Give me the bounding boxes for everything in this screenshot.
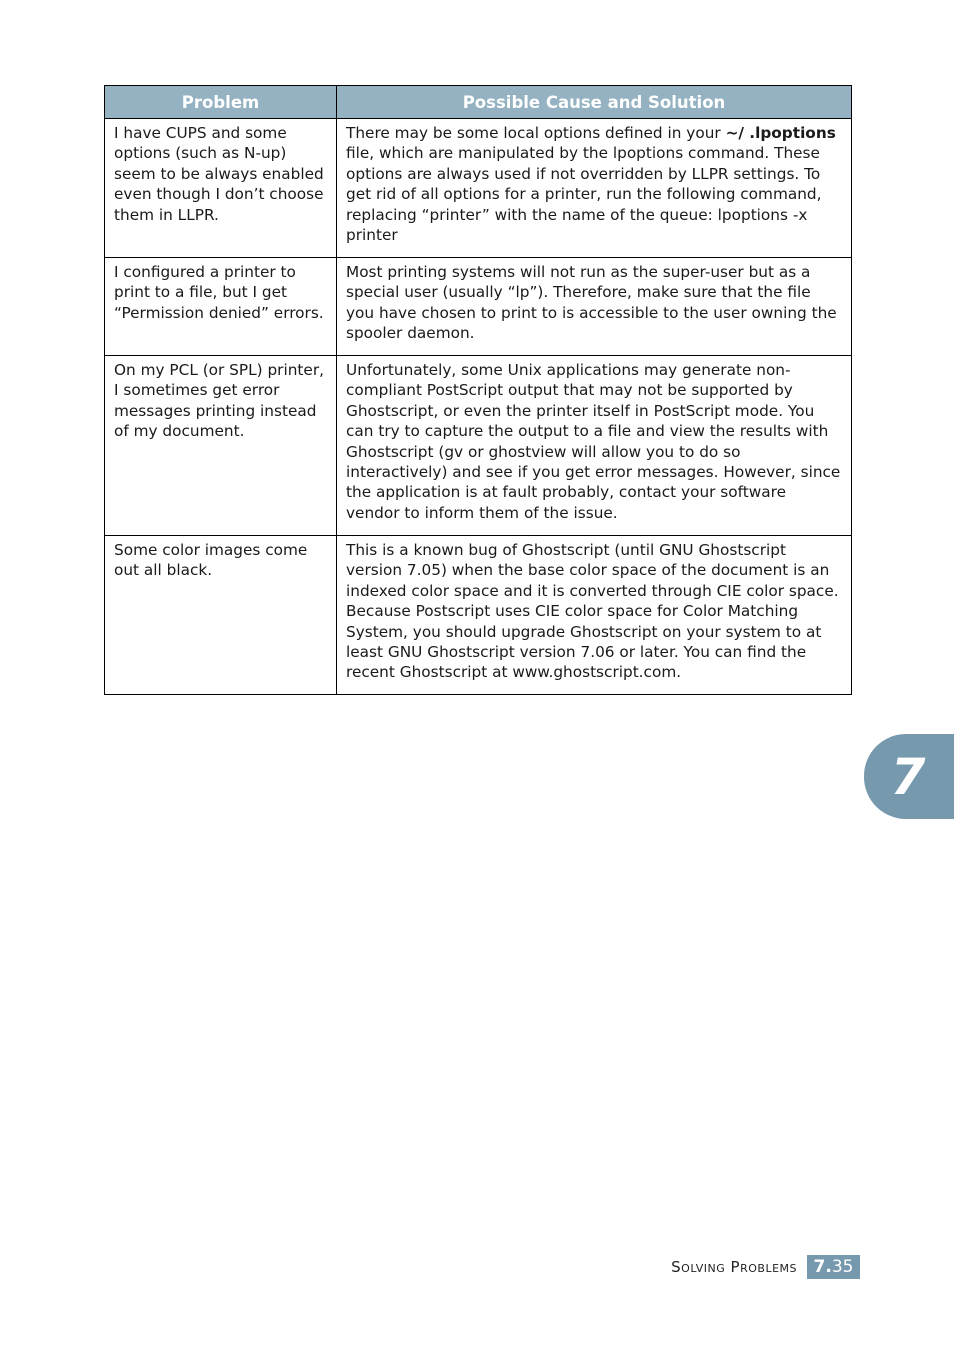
solution-cell: This is a known bug of Ghostscript (until GNU Ghostscript version 7.05) when the base color space of the document is an indexed color space and it is converted through CIE color space. Because Postscript uses CIE color space for Color Matching System, you should upgrade Ghostscript on your system to at least GNU Ghostscript version 7.06 or later. You can find the recent Ghostscript at www.ghostscript.com.: [337, 536, 852, 695]
troubleshooting-table: [104, 85, 852, 695]
problem-cell: On my PCL (or SPL) printer, I sometimes get error messages printing instead of my document.: [105, 356, 337, 536]
table-row: [105, 356, 852, 536]
footer-section-title: Solving Problems: [671, 1258, 797, 1276]
table-row: [105, 119, 852, 258]
header-solution: Possible Cause and Solution: [337, 86, 852, 119]
lpoptions-filename: ~/ .lpoptions: [725, 124, 836, 142]
table-row: [105, 258, 852, 356]
table-header-row: [105, 86, 852, 119]
solution-text: file, which are manipulated by the lpoptions command. These options are always used if not overridden by LLPR settings. To get rid of all options for a printer, run the following command, replacing “printer” with the name of the queue: lpoptions -x printer: [346, 144, 822, 245]
solution-text: There may be some local options defined in your: [346, 124, 726, 142]
solution-cell: Most printing systems will not run as the super-user but as a special user (usually “lp”). Therefore, make sure that the file you have chosen to print to is accessible to the user owning the spooler daemon.: [337, 258, 852, 356]
page-number: 35: [831, 1257, 854, 1277]
page-number-box: [807, 1255, 860, 1279]
page-chapter: 7.: [813, 1257, 832, 1277]
table-row: [105, 536, 852, 695]
solution-cell: [337, 119, 852, 258]
solution-cell: Unfortunately, some Unix applications may generate non-compliant PostScript output that may not be supported by Ghostscript, or even the printer itself in PostScript mode. You can try to capture the output to a file and view the results with Ghostscript (gv or ghostview will allow you to do so interactively) and see if you get error messages. However, since the application is at fault probably, contact your software vendor to inform them of the issue.: [337, 356, 852, 536]
problem-cell: I configured a printer to print to a file, but I get “Permission denied” errors.: [105, 258, 337, 356]
problem-cell: Some color images come out all black.: [105, 536, 337, 695]
problem-cell: I have CUPS and some options (such as N-up) seem to be always enabled even though I don’t choose them in LLPR.: [105, 119, 337, 258]
header-problem: Problem: [105, 86, 337, 119]
chapter-tab-number: 7: [890, 748, 926, 806]
